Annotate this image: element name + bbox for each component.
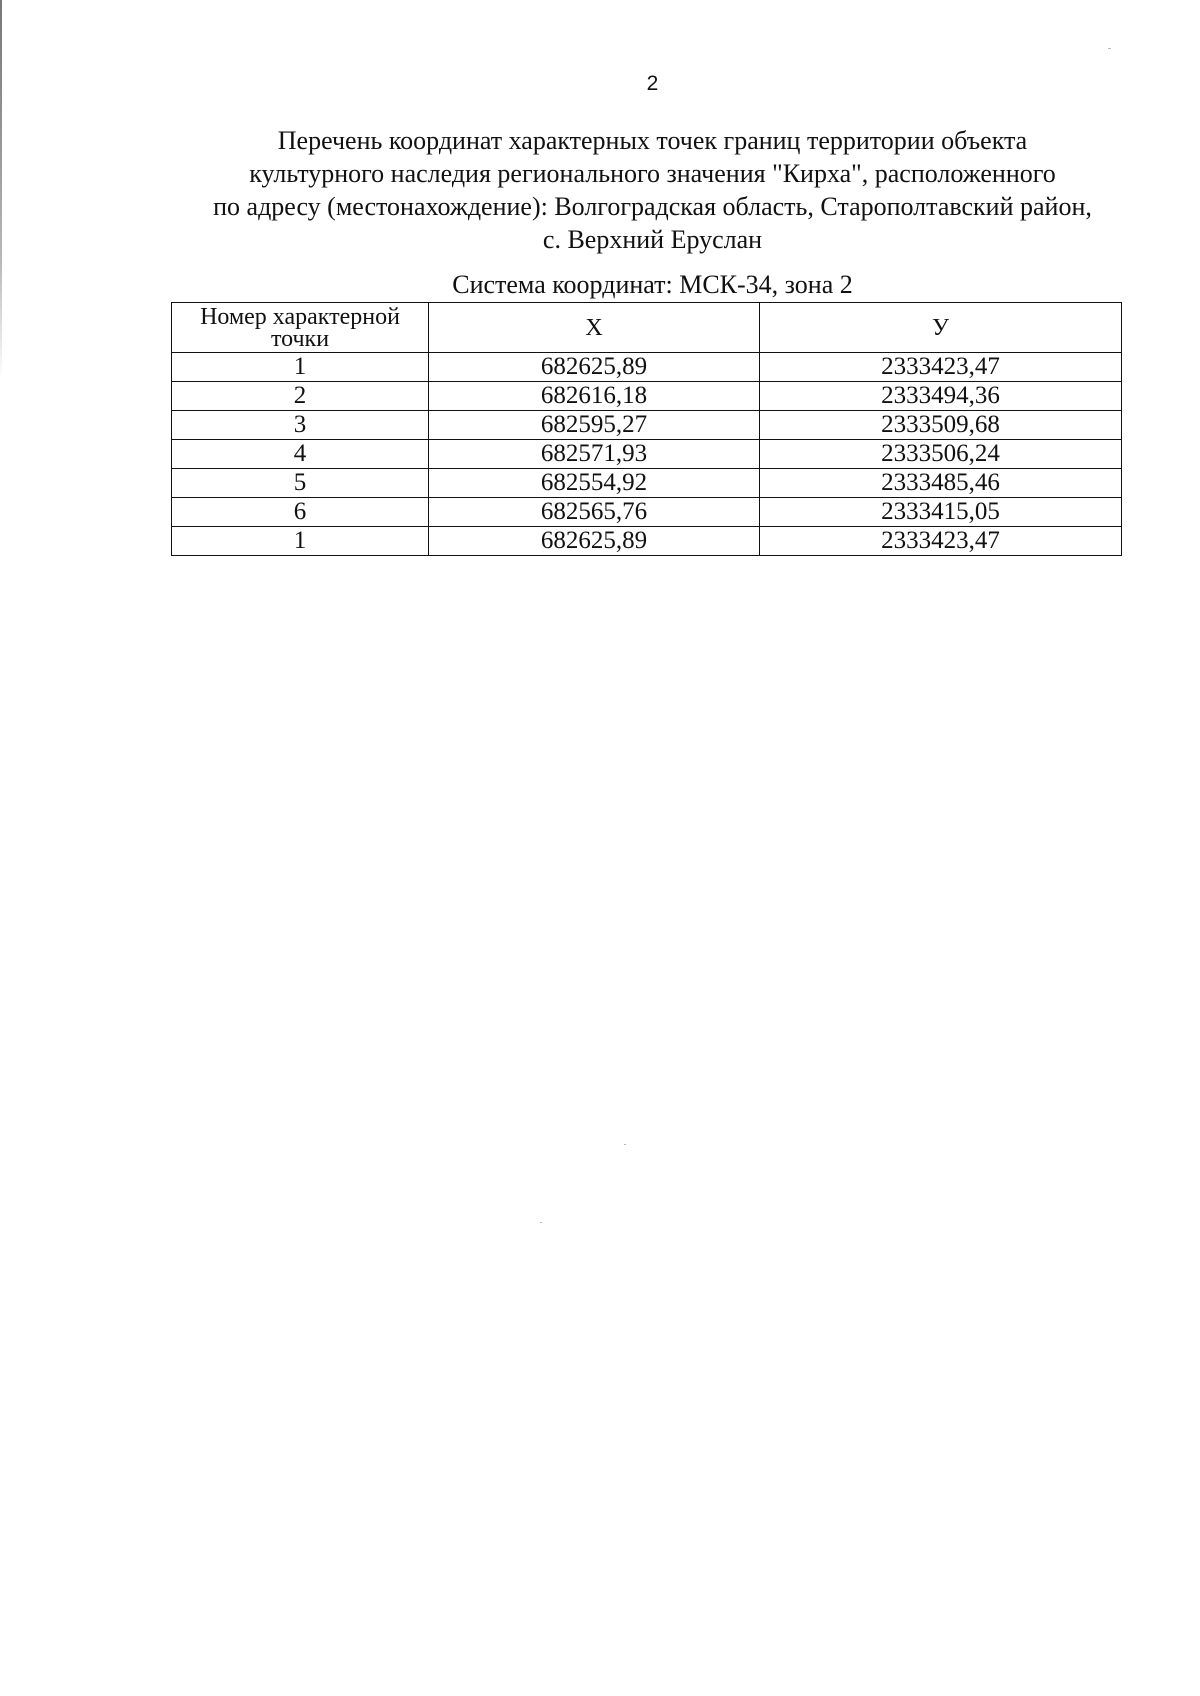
coordinate-system-caption: Система координат: МСК-34, зона 2 [452,270,853,299]
header-x: Х [429,303,760,353]
point-number-cell: 1 [172,353,429,382]
point-number-cell: 5 [172,469,429,498]
x-cell: 682616,18 [429,382,760,411]
x-cell: 682625,89 [429,353,760,382]
scan-speck [624,1144,626,1145]
y-cell: 2333485,46 [760,469,1122,498]
table-row [172,527,1122,556]
y-cell: 2333423,47 [760,527,1122,556]
document-title [120,124,1185,256]
scan-edge [0,0,2,380]
header-y: У [760,303,1122,353]
y-cell: 2333415,05 [760,498,1122,527]
scan-speck [540,1222,542,1223]
title-line-4: с. Верхний Еруслан [542,225,763,254]
table-row [172,411,1122,440]
point-number-cell: 1 [172,527,429,556]
table-row [172,353,1122,382]
table-row [172,440,1122,469]
point-number-cell: 6 [172,498,429,527]
point-number-cell: 3 [172,411,429,440]
x-cell: 682571,93 [429,440,760,469]
table-row [172,498,1122,527]
title-line-1: Перечень координат характерных точек границ территории объекта [277,126,1028,155]
page-number: 2 [646,72,659,95]
scan-speck [1108,48,1111,49]
x-cell: 682595,27 [429,411,760,440]
table-row [172,469,1122,498]
title-line-3: по адресу (местонахождение): Волгоградская область, Старополтавский район, [213,192,1092,221]
y-cell: 2333506,24 [760,440,1122,469]
coordinates-table [171,302,1122,556]
y-cell: 2333494,36 [760,382,1122,411]
y-cell: 2333509,68 [760,411,1122,440]
header-point-number: Номер характерной точки [172,303,429,353]
x-cell: 682554,92 [429,469,760,498]
x-cell: 682565,76 [429,498,760,527]
title-line-2: культурного наследия регионального значения "Кирха", расположенного [249,159,1056,188]
x-cell: 682625,89 [429,527,760,556]
y-cell: 2333423,47 [760,353,1122,382]
table-header-row [172,303,1122,353]
point-number-cell: 4 [172,440,429,469]
point-number-cell: 2 [172,382,429,411]
table-row [172,382,1122,411]
